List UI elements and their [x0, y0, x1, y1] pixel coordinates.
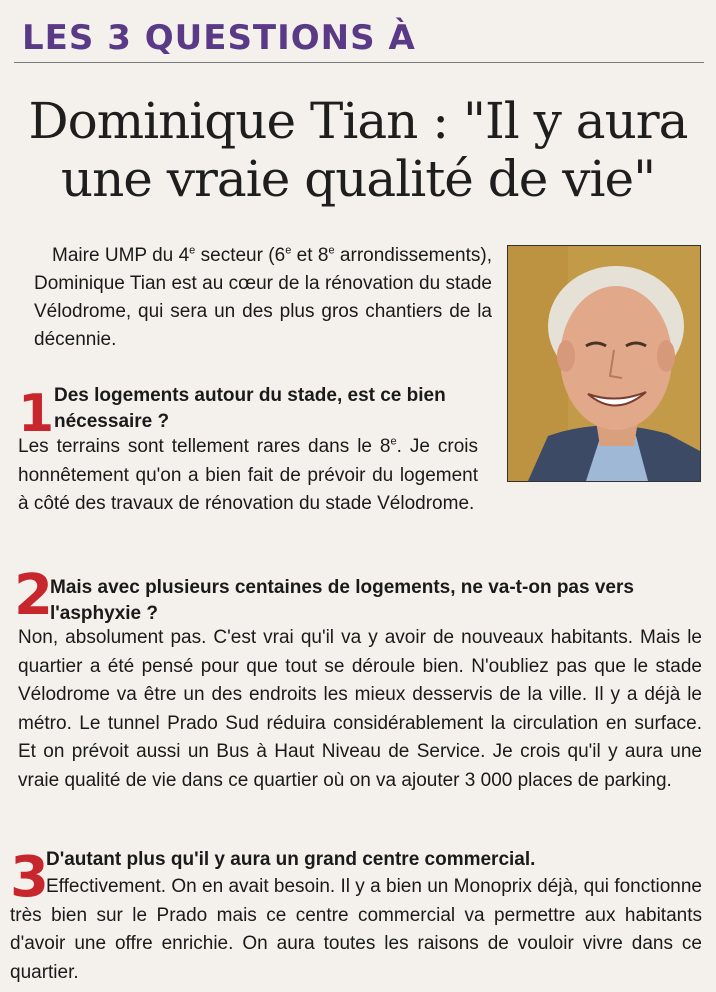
intro-sup-1: e: [189, 244, 196, 257]
rubric-divider: [14, 62, 704, 63]
answer-1-text-1: Les terrains sont tellement rares dans le 8: [18, 436, 391, 457]
headline-line-2: une vraie qualité de vie": [60, 150, 656, 208]
question-2-number: 2: [14, 563, 53, 628]
intro-text-1: Maire UMP du 4: [52, 245, 190, 266]
answer-1-sup: e: [390, 435, 397, 448]
headline-line-1: Dominique Tian : "Il y aura: [28, 92, 688, 150]
portrait-illustration: [508, 246, 700, 481]
question-3-number: 3: [10, 845, 49, 910]
question-1-number: 1: [18, 384, 55, 444]
question-2-answer: Non, absolument pas. C'est vrai qu'il va y avoir de nouveaux habitants. Mais le quartier a été pensé pour que tout se déroule bien. N'oubliez pas que le stade Vélodrome va être un des endroits les mieux desservis de la ville. Il y a déjà le métro. Le tunnel Prado Sud réduira considérablement la circulation en surface. Et on prévoit aussi un Bus à Haut Niveau de Service. Je crois qu'il y aura une vraie qualité de vie dans ce quartier où on va ajouter 3 000 places de parking.: [18, 627, 702, 791]
question-2-title: Mais avec plusieurs centaines de logements, ne va-t-on pas vers l'asphyxie ?: [50, 577, 634, 624]
intro-sup-2: e: [285, 244, 292, 257]
section-rubric: LES 3 QUESTIONS À: [22, 18, 416, 58]
intro-text-3: et 8: [291, 245, 329, 266]
headline: [0, 92, 716, 208]
intro-sup-3: e: [328, 244, 335, 257]
question-1-answer: [18, 433, 478, 519]
question-3-title: D'autant plus qu'il y aura un grand centre commercial.: [46, 849, 536, 870]
intro-text-2: secteur (6: [195, 245, 286, 266]
intro-paragraph: [34, 242, 492, 354]
question-3-answer: Effectivement. On en avait besoin. Il y a bien un Monoprix déjà, qui fonctionne très bien sur le Prado mais ce centre commercial va permettre aux habitants d'avoir une offre enrichie. On aura toutes les raisons de vouloir vivre dans ce quartier.: [10, 876, 702, 983]
question-1-title: Des logements autour du stade, est ce bien nécessaire ?: [54, 385, 446, 432]
answer-1-text-2: . Je crois honnêtement qu'on a bien fait de prévoir du logement à côté des travaux de rénovation du stade Vélodrome.: [18, 436, 478, 515]
intro-text-4: arrondissements), Dominique Tian est au cœur de la rénovation du stade Vélodrome, qui sera un des plus gros chantiers de la décennie.: [34, 245, 492, 350]
portrait-photo: [507, 245, 701, 482]
